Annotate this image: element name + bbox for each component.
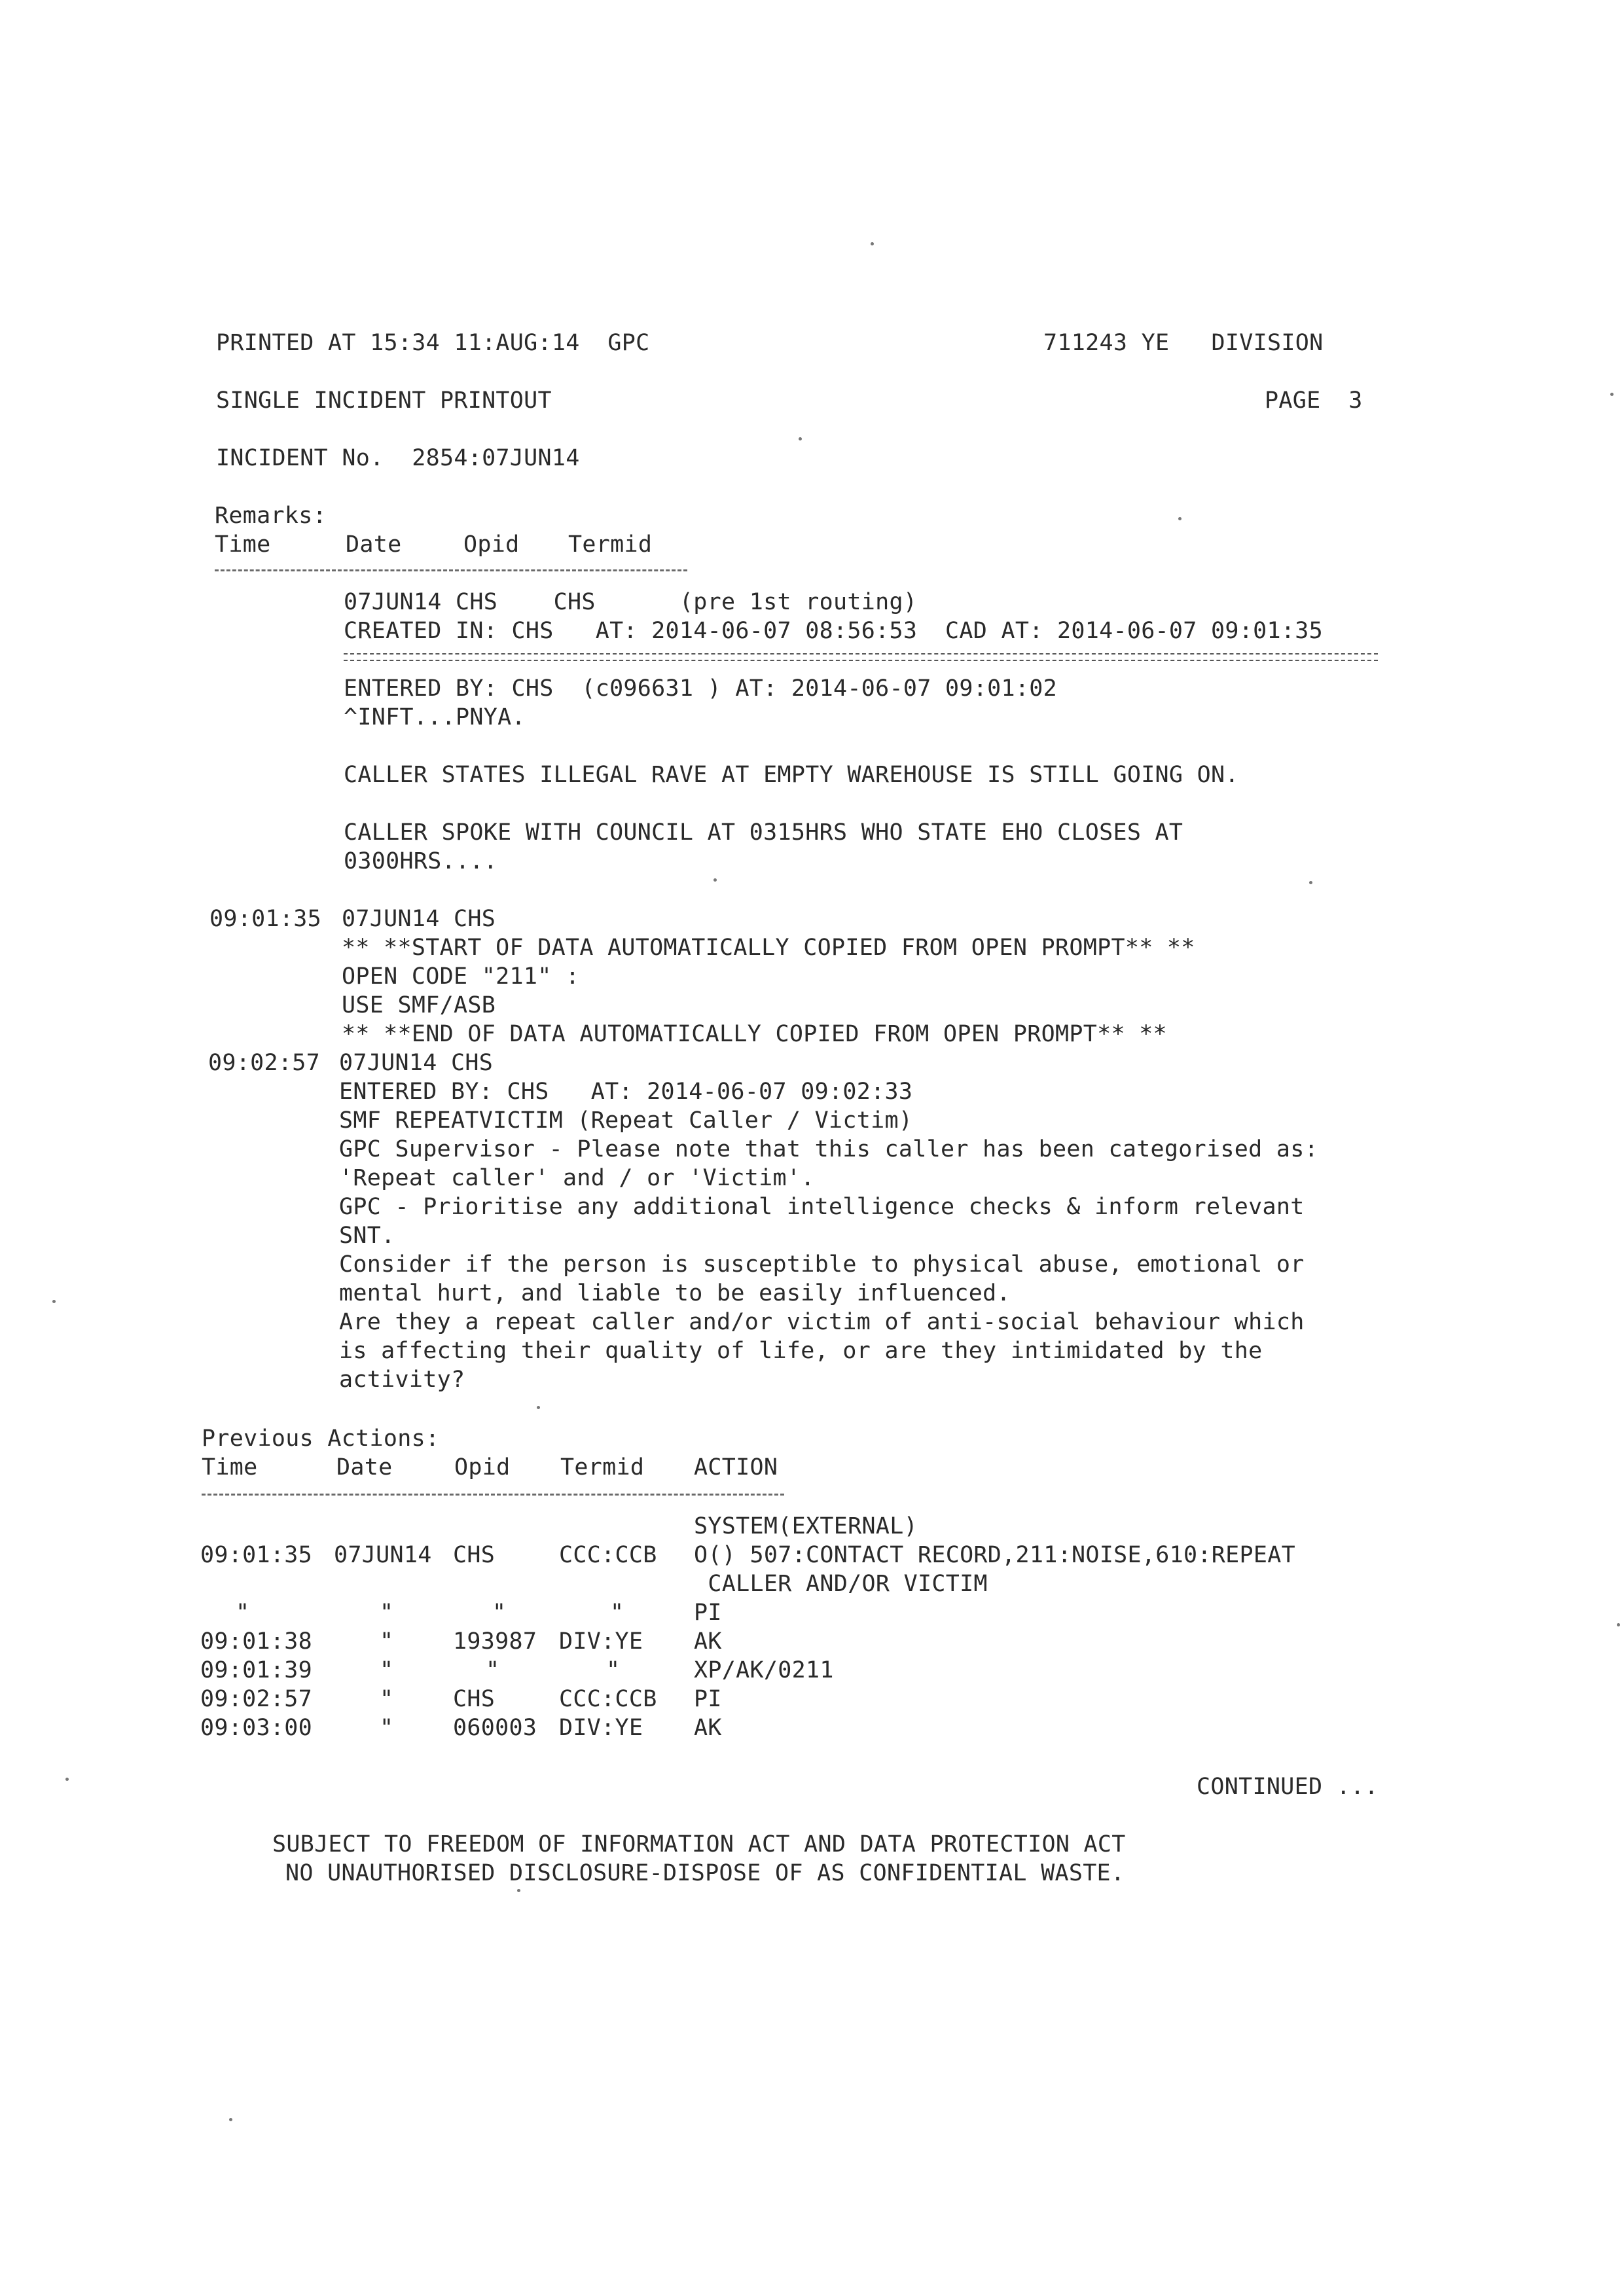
remark-entry3-line: ENTERED BY: CHS AT: 2014-06-07 09:02:33 xyxy=(339,1079,913,1105)
remark-entry1-line2: CREATED IN: CHS AT: 2014-06-07 08:56:53 CAD AT: 2014-06-07 09:01:35 xyxy=(344,618,1324,644)
remark-entry3-line: is affecting their quality of life, or are they intimidated by the xyxy=(339,1338,1263,1364)
remarks-col-opid: Opid xyxy=(463,531,520,558)
table-row-opid: " xyxy=(492,1600,507,1626)
remark-entry1-line3: ENTERED BY: CHS (c096631 ) AT: 2014-06-07 09:01:02 xyxy=(344,675,1057,702)
remark-entry1-line7: 0300HRS.... xyxy=(344,848,498,874)
table-row-time: 09:02:57 xyxy=(200,1686,312,1712)
table-row-action: XP/AK/0211 xyxy=(694,1657,834,1683)
remark-entry3-line: 07JUN14 CHS xyxy=(339,1050,494,1076)
table-row-opid: 060003 xyxy=(453,1715,537,1741)
remark-entry2-time: 09:01:35 xyxy=(209,906,321,932)
remark-entry1-line6: CALLER SPOKE WITH COUNCIL AT 0315HRS WHO STATE EHO CLOSES AT xyxy=(344,819,1183,846)
table-row-action: O() 507:CONTACT RECORD,211:NOISE,610:REPEAT xyxy=(694,1542,1295,1568)
actions-header-rule xyxy=(202,1494,784,1496)
table-row-action: SYSTEM(EXTERNAL) xyxy=(694,1513,918,1539)
remark-entry3-time: 09:02:57 xyxy=(208,1050,320,1076)
printed-at: PRINTED AT 15:34 11:AUG:14 GPC xyxy=(216,330,650,356)
division-code: 711243 YE DIVISION xyxy=(1043,330,1324,356)
remark-entry3-line: GPC Supervisor - Please note that this caller has been categorised as: xyxy=(339,1136,1319,1162)
table-row-termid: DIV:YE xyxy=(559,1715,643,1741)
scan-speck xyxy=(799,437,802,440)
table-row-termid: DIV:YE xyxy=(559,1628,643,1655)
table-row-opid: 193987 xyxy=(453,1628,537,1655)
table-row-time: " xyxy=(236,1600,250,1626)
scan-speck xyxy=(537,1406,540,1409)
remarks-col-time: Time xyxy=(215,531,271,558)
page-number: PAGE 3 xyxy=(1265,387,1363,414)
remarks-label: Remarks: xyxy=(215,503,327,529)
scan-speck xyxy=(517,1889,520,1892)
remark-double-rule xyxy=(344,653,1378,661)
table-row-date: 07JUN14 xyxy=(334,1542,432,1568)
table-row-time: 09:01:35 xyxy=(200,1542,312,1568)
remark-entry1-line4: ^INFT...PNYA. xyxy=(344,704,526,730)
remark-entry3-line: GPC - Prioritise any additional intelligence checks & inform relevant xyxy=(339,1194,1305,1220)
table-row-termid: CCC:CCB xyxy=(559,1686,657,1712)
remarks-col-date: Date xyxy=(346,531,402,558)
table-row-time: 09:01:39 xyxy=(200,1657,312,1683)
remark-entry3-line: 'Repeat caller' and / or 'Victim'. xyxy=(339,1165,815,1191)
table-row-termid: " xyxy=(606,1657,621,1683)
actions-col-action: ACTION xyxy=(694,1454,778,1480)
table-row-date: " xyxy=(380,1600,394,1626)
remarks-col-termid: Termid xyxy=(568,531,653,558)
remark-entry2-line3: OPEN CODE "211" : xyxy=(342,963,580,990)
remark-entry3-line: Are they a repeat caller and/or victim of anti-social behaviour which xyxy=(339,1309,1305,1335)
scan-speck xyxy=(229,2118,232,2121)
table-row-time: 09:03:00 xyxy=(200,1715,312,1741)
remark-entry1-line1: 07JUN14 CHS CHS (pre 1st routing) xyxy=(344,589,918,615)
remark-entry2-line5: ** **END OF DATA AUTOMATICALLY COPIED FROM OPEN PROMPT** ** xyxy=(342,1021,1167,1047)
table-row-date: " xyxy=(380,1657,394,1683)
remark-entry2-line2: ** **START OF DATA AUTOMATICALLY COPIED FROM OPEN PROMPT** ** xyxy=(342,935,1195,961)
remark-entry1-line5: CALLER STATES ILLEGAL RAVE AT EMPTY WAREHOUSE IS STILL GOING ON. xyxy=(344,762,1239,788)
incident-number: INCIDENT No. 2854:07JUN14 xyxy=(216,445,580,471)
table-row-action: CALLER AND/OR VICTIM xyxy=(694,1571,988,1597)
previous-actions-label: Previous Actions: xyxy=(202,1426,440,1452)
scan-speck xyxy=(1178,517,1182,520)
table-row-date: " xyxy=(380,1628,394,1655)
table-row-time: 09:01:38 xyxy=(200,1628,312,1655)
table-row-opid: CHS xyxy=(453,1542,496,1568)
actions-col-termid: Termid xyxy=(560,1454,645,1480)
table-row-termid: CCC:CCB xyxy=(559,1542,657,1568)
remark-entry3-line: activity? xyxy=(339,1367,465,1393)
table-row-date: " xyxy=(380,1686,394,1712)
remark-entry3-line: mental hurt, and liable to be easily influenced. xyxy=(339,1280,1011,1306)
actions-col-time: Time xyxy=(202,1454,258,1480)
scan-speck xyxy=(871,242,874,245)
table-row-action: AK xyxy=(694,1628,722,1655)
remark-entry2-line4: USE SMF/ASB xyxy=(342,992,496,1018)
confidentiality-notice-line1: SUBJECT TO FREEDOM OF INFORMATION ACT AND DATA PROTECTION ACT xyxy=(272,1831,1126,1857)
actions-col-opid: Opid xyxy=(454,1454,511,1480)
remark-entry3-line: SNT. xyxy=(339,1223,395,1249)
table-row-opid: CHS xyxy=(453,1686,496,1712)
table-row-action: PI xyxy=(694,1600,722,1626)
remark-entry3-line: SMF REPEATVICTIM (Repeat Caller / Victim) xyxy=(339,1107,913,1134)
scan-speck xyxy=(1617,1623,1620,1626)
table-row-termid: " xyxy=(610,1600,624,1626)
table-row-action: PI xyxy=(694,1686,722,1712)
table-row-date: " xyxy=(380,1715,394,1741)
remarks-header-rule xyxy=(215,569,687,571)
actions-col-date: Date xyxy=(336,1454,393,1480)
scan-speck xyxy=(65,1778,69,1781)
scan-speck xyxy=(52,1300,56,1303)
table-row-opid: " xyxy=(486,1657,500,1683)
remark-entry3-line: Consider if the person is susceptible to physical abuse, emotional or xyxy=(339,1251,1305,1278)
table-row-action: AK xyxy=(694,1715,722,1741)
scan-speck xyxy=(1610,393,1614,396)
remark-entry2-line1: 07JUN14 CHS xyxy=(342,906,496,932)
scan-speck xyxy=(1309,881,1312,884)
document-title: SINGLE INCIDENT PRINTOUT xyxy=(216,387,552,414)
confidentiality-notice-line2: NO UNAUTHORISED DISCLOSURE-DISPOSE OF AS CONFIDENTIAL WASTE. xyxy=(285,1860,1125,1886)
scan-speck xyxy=(713,878,717,882)
continued-note: CONTINUED ... xyxy=(1197,1774,1379,1800)
